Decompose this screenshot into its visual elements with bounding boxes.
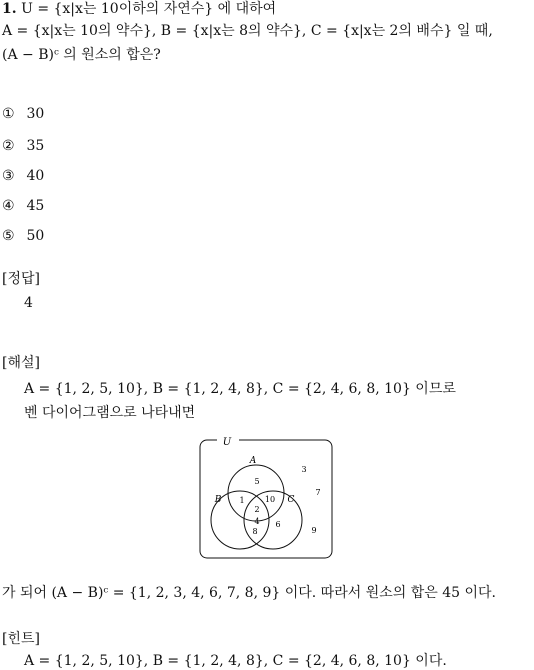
choice-1[interactable] xyxy=(2,106,44,122)
choice-2-marker: ② xyxy=(2,138,15,154)
set-b-label: B xyxy=(214,495,222,505)
choice-4-marker: ④ xyxy=(2,198,15,214)
hint-line-1: A = {1, 2, 5, 10}, B = {1, 2, 4, 8}, C = {2, 4, 6, 8, 10} 이다. xyxy=(24,653,447,669)
choice-5[interactable] xyxy=(2,228,44,244)
region-a-and-c: 10 xyxy=(264,495,276,504)
choice-5-marker: ⑤ xyxy=(2,228,15,244)
hint-header: [힌트] xyxy=(2,631,40,647)
set-a-label: A xyxy=(249,456,257,466)
answer-value: 4 xyxy=(24,295,33,311)
set-c-label: C xyxy=(287,495,295,505)
venn-diagram xyxy=(195,432,337,562)
problem-sets-definition: A = {x|x는 10의 약수}, B = {x|x는 8의 약수}, C = {x|x는 2의 배수} 일 때, xyxy=(2,23,493,39)
problem-number: 1. xyxy=(2,1,17,17)
universe-label: U xyxy=(222,437,232,448)
solution-line-2: 벤 다이어그램으로 나타내면 xyxy=(24,405,196,421)
region-outside-9: 9 xyxy=(311,526,317,535)
region-all-three: 2 xyxy=(254,505,260,514)
region-a-and-b: 1 xyxy=(239,496,245,505)
choice-3[interactable] xyxy=(2,168,44,184)
region-outside-7: 7 xyxy=(315,488,321,497)
region-c-only: 6 xyxy=(275,520,281,529)
answer-header: [정답] xyxy=(2,271,40,287)
choice-3-marker: ③ xyxy=(2,168,15,184)
solution-header: [해설] xyxy=(2,355,40,371)
problem-universe-definition: U = {x|x는 10이하의 자연수} 에 대하여 xyxy=(21,1,277,17)
choice-1-marker: ① xyxy=(2,106,15,122)
problem-question: (A − B)ᶜ 의 원소의 합은? xyxy=(2,47,161,63)
choice-5-value: 50 xyxy=(26,228,45,244)
choice-3-value: 40 xyxy=(26,168,45,184)
solution-conclusion: 가 되어 (A − B)ᶜ = {1, 2, 3, 4, 6, 7, 8, 9} 이다. 따라서 원소의 합은 45 이다. xyxy=(2,585,496,601)
choice-1-value: 30 xyxy=(26,106,45,122)
choice-4-value: 45 xyxy=(26,198,45,214)
region-a-only: 5 xyxy=(254,477,260,486)
choice-4[interactable] xyxy=(2,198,44,214)
choice-2-value: 35 xyxy=(26,138,45,154)
solution-line-1: A = {1, 2, 5, 10}, B = {1, 2, 4, 8}, C = {2, 4, 6, 8, 10} 이므로 xyxy=(24,381,456,397)
region-b-and-c-lower: 8 xyxy=(252,527,258,536)
problem-line-1 xyxy=(2,0,276,18)
region-b-and-c: 4 xyxy=(254,517,260,526)
choice-2[interactable] xyxy=(2,138,44,154)
region-outside-3: 3 xyxy=(301,465,307,474)
